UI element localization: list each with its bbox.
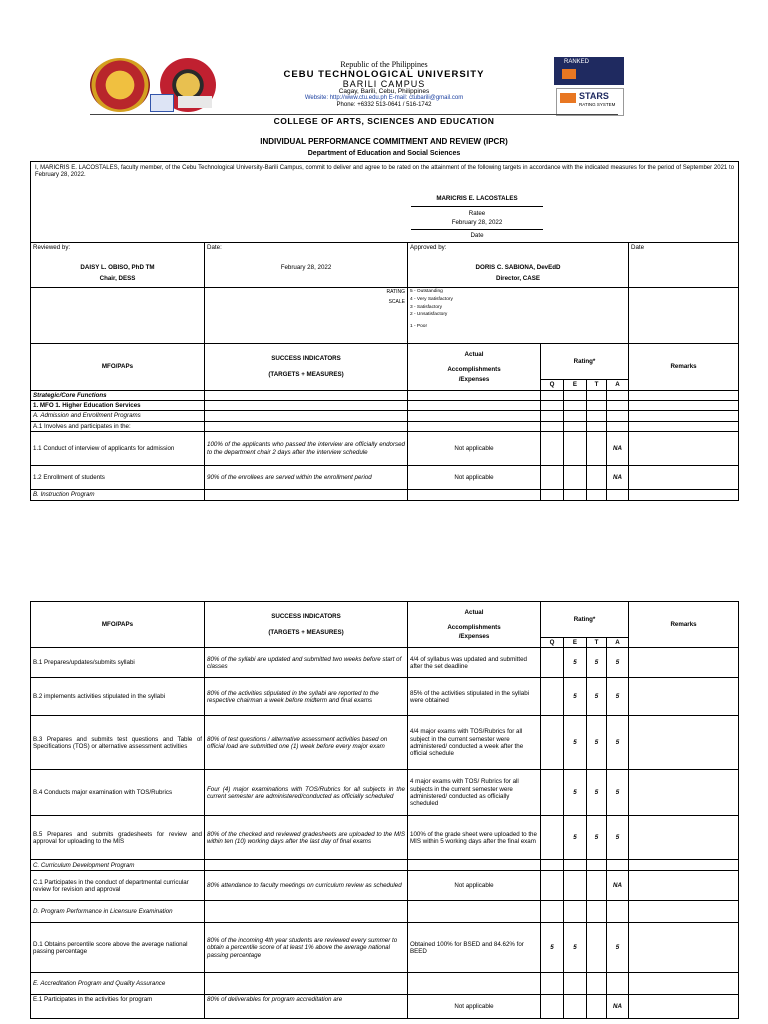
scale-item: 4 - Very Satisfactory [410, 296, 453, 302]
col-header-rating: Rating* [541, 602, 629, 638]
rating-a-cell: NA [607, 871, 629, 901]
rating-e-cell: 5 [564, 816, 587, 860]
campus-address: Cagay, Barili, Cebu, Philippines [338, 88, 430, 95]
actual-cell: Not applicable [408, 432, 541, 466]
rating-a-cell: 5 [607, 678, 629, 716]
col-header-actual: Actual [464, 350, 484, 358]
form-title: INDIVIDUAL PERFORMANCE COMMITMENT AND REVIEW (IPCR) [260, 137, 508, 146]
actual-cell: Not applicable [408, 466, 541, 490]
rating-t-cell: 5 [587, 648, 607, 678]
mfo-cell: 1.1 Conduct of interview of applicants for admission [31, 432, 205, 466]
reviewer-name: DAISY L. OBISO, PhD TM [80, 263, 155, 271]
si-cell: 80% attendance to faculty meetings on curriculum review as scheduled [205, 871, 408, 901]
section-d: D. Program Performance in Licensure Examination [31, 901, 205, 923]
section-c: C. Curriculum Development Program [31, 860, 205, 871]
actual-cell: Obtained 100% for BSED and 84.62% for BEED [408, 923, 541, 973]
rating-q-cell [541, 716, 564, 770]
col-header-mfo: MFO/PAPs [31, 602, 205, 648]
approved-by-label: Approved by: [410, 244, 447, 252]
ranked-badge [554, 57, 624, 85]
section-a: A. Admission and Enrollment Programs [31, 411, 205, 421]
mfo-cell: 1.2 Enrollment of students [31, 466, 205, 490]
col-header-t: T [587, 638, 607, 648]
col-header-rating: Rating* [541, 344, 629, 380]
stars-badge [556, 88, 624, 116]
col-header-a: A [607, 380, 629, 390]
si-cell: 80% of the syllabi are updated and submitted two weeks before start of classes [205, 648, 408, 678]
department-name: Department of Education and Social Sciences [307, 150, 461, 157]
university-name: CEBU TECHNOLOGICAL UNIVERSITY [283, 69, 485, 80]
col-header-si: SUCCESS INDICATORS [271, 613, 341, 621]
mfo-cell: B.1 Prepares/updates/submits syllabi [31, 648, 205, 678]
rating-a-cell: NA [607, 995, 629, 1019]
scale-item: 1 - Poor [410, 324, 428, 330]
col-header-si: SUCCESS INDICATORS [271, 355, 341, 363]
table-row [31, 716, 739, 770]
rating-q-cell [541, 770, 564, 816]
table-row [31, 770, 739, 816]
col-header-accomplishments: Accomplishments [447, 624, 501, 631]
scale-item: 3 - Satisfactory [410, 304, 442, 310]
mfo-cell: E.1 Participates in the activities for program [31, 995, 205, 1019]
approver-role: Director, CASE [495, 275, 540, 282]
rating-a-cell: NA [607, 432, 629, 466]
table-row [31, 816, 739, 860]
table-row [31, 432, 739, 466]
contact-line[interactable]: Website: http://www.ctu.edu.ph E-mail: ctubarili@gmail.com [304, 95, 464, 101]
stars-qs-icon [560, 93, 576, 103]
rating-t-cell: 5 [587, 770, 607, 816]
col-header-q: Q [541, 638, 564, 648]
col-header-remarks: Remarks [629, 602, 739, 648]
ipcr-table-1 [30, 161, 739, 501]
section-mfo1: 1. MFO 1. Higher Education Services [31, 401, 205, 411]
ranked-label: RANKED [564, 59, 590, 65]
rating-e-cell: 5 [564, 770, 587, 816]
rating-a-cell: NA [607, 466, 629, 490]
rating-scale-label: RATING [386, 289, 405, 296]
col-header-si-sub: (TARGETS + MEASURES) [268, 628, 344, 636]
si-cell: 90% of the enrollees are served within the enrollment period [205, 466, 408, 490]
col-header-mfo: MFO/PAPs [31, 344, 205, 390]
scale-item: 5 - Outstanding [410, 289, 443, 295]
actual-cell: Not applicable [408, 871, 541, 901]
table-row [31, 871, 739, 901]
col-header-accomplishments: Accomplishments [447, 366, 501, 374]
rating-a-cell: 5 [607, 816, 629, 860]
rating-t-cell: 5 [587, 716, 607, 770]
ratee-date: February 28, 2022 [411, 217, 543, 229]
mfo-cell: B.2 implements activities stipulated in the syllabi [31, 678, 205, 716]
phone-line: Phone: +6332 513-0641 / 516-1742 [336, 102, 432, 108]
rating-e-cell: 5 [564, 716, 587, 770]
mfo-cell: B.3 Prepares and submits test questions and Table of Specifications (TOS) or alternative assessment activities [31, 716, 205, 770]
table-row [31, 678, 739, 716]
si-cell: 80% of test questions / alternative assessment activities based on official load are submitted one (1) week before every major exam [205, 716, 408, 770]
table-row [31, 466, 739, 490]
col-header-si-sub: (TARGETS + MEASURES) [268, 370, 344, 378]
mfo-cell: C.1 Participates in the conduct of departmental curricular review for revision and approval [31, 871, 205, 901]
si-cell: 80% of the checked and reviewed gradesheets are uploaded to the MIS within ten (10) working days after the last day of final exams [205, 816, 408, 860]
si-cell: 100% of the applicants who passed the interview are officially endorsed to the department chair 2 days after the interview schedule [205, 432, 408, 466]
ratee-date-label: Date [470, 231, 484, 239]
scale-item: 2 - Unsatisfactory [410, 312, 448, 318]
mfo-cell: D.1 Obtains percentile score above the average national passing percentage [31, 923, 205, 973]
rating-a-cell: 5 [607, 716, 629, 770]
rating-a-cell: 5 [607, 648, 629, 678]
si-cell: 80% of the incoming 4th year students are reviewed every summer to obtain a percentile score of at least 1% above the average national passing percentage [205, 923, 408, 973]
stars-label: STARS [579, 91, 609, 101]
ratee-name: MARICRIS E. LACOSTALES [411, 195, 543, 206]
rating-q-cell [541, 816, 564, 860]
rating-t-cell: 5 [587, 678, 607, 716]
reviewer-role: Chair, DESS [99, 275, 136, 282]
item-a1: A.1 Involves and participates in the: [31, 421, 205, 431]
si-cell: 80% of deliverables for program accreditation are [205, 995, 408, 1019]
rating-q-cell [541, 648, 564, 678]
campus-name: BARILI CAMPUS [342, 79, 426, 89]
rating-e-cell: 5 [564, 678, 587, 716]
col-header-e: E [564, 638, 587, 648]
rating-q-cell: 5 [541, 923, 564, 973]
rating-e-cell: 5 [564, 648, 587, 678]
table-row [31, 995, 739, 1019]
col-header-a: A [607, 638, 629, 648]
republic-line: Republic of the Philippines [340, 60, 428, 69]
approval-date-label: Date [631, 244, 645, 252]
col-header-expenses: /Expenses [458, 633, 490, 641]
col-header-e: E [564, 380, 587, 390]
section-e: E. Accreditation Program and Quality Assurance [31, 973, 205, 995]
actual-cell: 100% of the grade sheet were uploaded to the MIS within 5 working days after the final exam [408, 816, 541, 860]
ratee-role: Ratee [468, 209, 486, 217]
section-strategic: Strategic/Core Functions [31, 390, 205, 400]
ipcr-table-2 [30, 601, 739, 1019]
rating-scale-label-2: SCALE [388, 299, 405, 306]
approver-name: DORIS C. SABIONA, DevEdD [475, 263, 561, 271]
rating-a-cell: 5 [607, 923, 629, 973]
si-cell: 80% of the activities stipulated in the syllabi are reported to the respective chairman a week before midterm and final exams [205, 678, 408, 716]
college-name: COLLEGE OF ARTS, SCIENCES AND EDUCATION [273, 116, 495, 126]
col-header-actual: Actual [464, 608, 484, 616]
col-header-t: T [587, 380, 607, 390]
mfo-cell: B.5 Prepares and submits gradesheets for review and approval for uploading to the MIS [31, 816, 205, 860]
header-divider [90, 114, 618, 115]
col-header-expenses: /Expenses [458, 375, 490, 383]
review-date-label: Date: [207, 244, 222, 252]
rating-q-cell [541, 678, 564, 716]
actual-cell: 4 major exams with TOS/ Rubrics for all subjects in the current semester were administered/ conducted as officially scheduled [408, 770, 541, 816]
rating-a-cell: 5 [607, 770, 629, 816]
actual-cell: 4/4 of syllabus was updated and submitted after the set deadline [408, 648, 541, 678]
col-header-q: Q [541, 380, 564, 390]
table-row [31, 923, 739, 973]
mfo-cell: B.4 Conducts major examination with TOS/Rubrics [31, 770, 205, 816]
qs-logo-icon [562, 69, 576, 79]
actual-cell: 85% of the activities stipulated in the syllabi were obtained [408, 678, 541, 716]
reviewed-by-label: Reviewed by: [33, 244, 71, 252]
rating-e-cell: 5 [564, 923, 587, 973]
review-date: February 28, 2022 [280, 263, 332, 271]
actual-cell: 4/4 major exams with TOS/Rubrics for all subject in the current semester were administered/ conducted a week after the official schedule [408, 716, 541, 770]
stars-sub-label: RATING SYSTEM [579, 102, 616, 107]
commitment-statement: I, MARICRIS E. LACOSTALES, faculty member, of the Cebu Technological University-Barili Campus, commit to deliver and agree to be rated on the attainment of the following targets in accordance with the indicated measures for the period of September 2021 to February 28, 2022. [35, 165, 735, 179]
actual-cell: Not applicable [408, 995, 541, 1019]
table-row [31, 648, 739, 678]
si-cell: Four (4) major examinations with TOS/Rubrics for all subjects in the current semester are administered/conducted as officially scheduled [205, 770, 408, 816]
section-b: B. Instruction Program [31, 490, 205, 500]
col-header-remarks: Remarks [629, 344, 739, 390]
rating-t-cell: 5 [587, 816, 607, 860]
